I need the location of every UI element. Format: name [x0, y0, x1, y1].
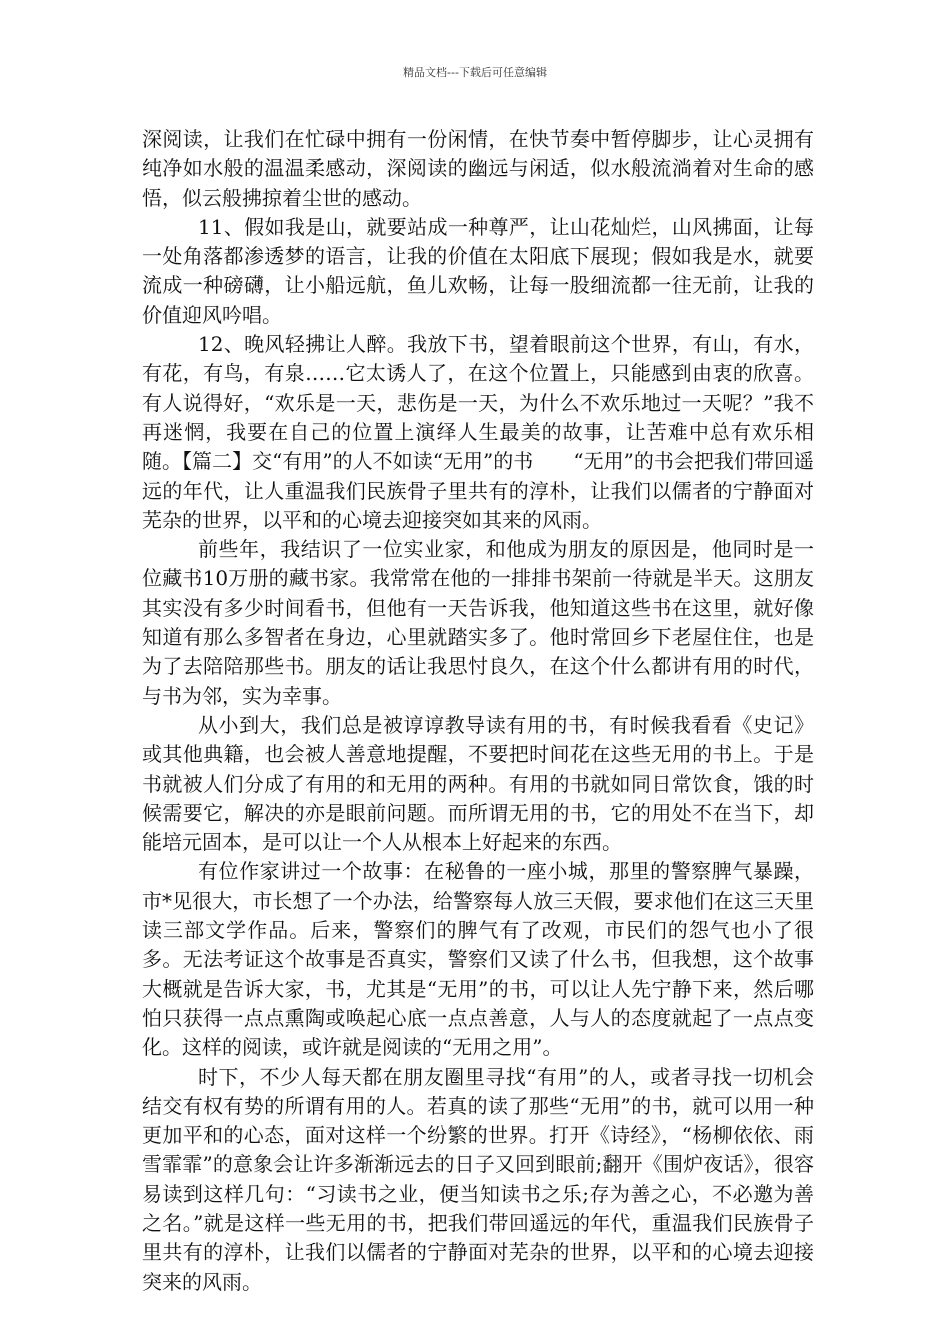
paragraph-nowadays: 时下，不少人每天都在朋友圈里寻找“有用”的人，或者寻找一切机会结交有权有势的所谓有用的人。若真的读了那些“无用”的书，就可以用一种更加平和的心态，面对这样一个纷繁的世界。打开《诗经》，“杨柳依依、雨雪霏霏”的意象会让许多渐渐远去的日子又回到眼前;翻开《围炉夜话》，很容易读到这样几句：“习读书之业，便当知读书之乐;存为善之心，不必邀为善之名。”就是这样一些无用的书，把我们带回遥远的年代，重温我们民族骨子里共有的淳朴，让我们以儒者的宁静面对芜杂的世界，以平和的心境去迎接突来的风雨。 — [142, 1064, 814, 1294]
paragraph-useful-books: 从小到大，我们总是被谆谆教导读有用的书，有时候我看看《史记》或其他典籍，也会被人善意地提醒，不要把时间花在这些无用的书上。于是书就被人们分成了有用的和无用的两种。有用的书就如同日常饮食，饿的时候需要它，解决的亦是眼前问题。而所谓无用的书，它的用处不在当下，却能培元固本，是可以让一个人从根本上好起来的东西。 — [142, 712, 814, 855]
paragraph-12-evening-breeze: 12、晚风轻拂让人醉。我放下书，望着眼前这个世界，有山，有水，有花，有鸟，有泉……它太诱人了，在这个位置上，只能感到由衷的欣喜。有人说得好，“欢乐是一天，悲伤是一天，为什么不欢乐地过一天呢？”我不再迷惘，我要在自己的位置上演绎人生最美的故事，让苦难中总有欢乐相随。【篇二】交“有用”的人不如读“无用”的书 “无用”的书会把我们带回遥远的年代，让人重温我们民族骨子里共有的淳朴，让我们以儒者的宁静面对芜杂的世界，以平和的心境去迎接突如其来的风雨。 — [142, 332, 814, 532]
document-body — [142, 125, 814, 1297]
paragraph-entrepreneur-friend: 前些年，我结识了一位实业家，和他成为朋友的原因是，他同时是一位藏书10万册的藏书家。我常常在他的一排排书架前一待就是半天。这朋友其实没有多少时间看书，但他有一天告诉我，他知道这些书在这里，就好像知道有那么多智者在身边，心里就踏实多了。他时常回乡下老屋住住，也是为了去陪陪那些书。朋友的话让我思忖良久，在这个什么都讲有用的时代，与书为邻，实为幸事。 — [142, 537, 814, 708]
paragraph-deep-reading: 深阅读，让我们在忙碌中拥有一份闲情，在快节奏中暂停脚步，让心灵拥有纯净如水般的温温柔感动，深阅读的幽远与闲适，似水般流淌着对生命的感悟，似云般拂掠着尘世的感动。 — [142, 127, 814, 210]
paragraph-peru-story: 有位作家讲过一个故事：在秘鲁的一座小城，那里的警察脾气暴躁，市*见很大，市长想了一个办法，给警察每人放三天假，要求他们在这三天里读三部文学作品。后来，警察们的脾气有了改观，市民们的怨气也小了很多。无法考证这个故事是否真实，警察们又读了什么书，但我想，这个故事大概就是告诉大家，书，尤其是“无用”的书，可以让人先宁静下来，然后哪怕只获得一点点熏陶或唤起心底一点点善意，人与人的态度就起了一点点变化。这样的阅读，或许就是阅读的“无用之用”。 — [142, 859, 814, 1060]
page-header: 精品文档---下载后可任意编辑 — [403, 66, 547, 79]
paragraph-11-mountain-water: 11、假如我是山，就要站成一种尊严，让山花灿烂，山风拂面，让每一处角落都渗透梦的语言，让我的价值在太阳底下展现；假如我是水，就要流成一种磅礴，让小船远航，鱼儿欢畅，让每一股细流都一往无前，让我的价值迎风吟唱。 — [142, 214, 814, 327]
